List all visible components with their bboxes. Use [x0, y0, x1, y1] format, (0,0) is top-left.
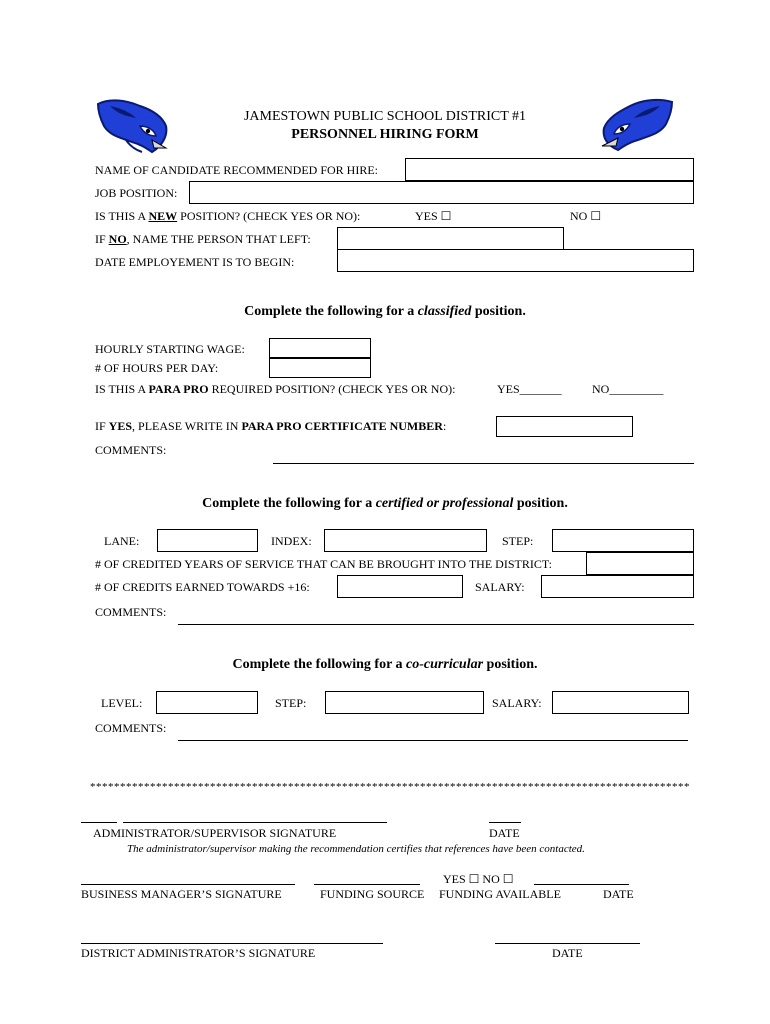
district-date-line[interactable]: [495, 943, 640, 944]
separator-stars: ****************************************************************************************************: [90, 781, 690, 793]
new-position-no-checkbox[interactable]: NO ☐: [570, 209, 602, 223]
admin-certification-note: The administrator/supervisor making the recommendation certifies that references have been contacted.: [127, 843, 585, 855]
business-date-label: DATE: [603, 887, 634, 901]
form-title: PERSONNEL HIRING FORM: [291, 127, 479, 142]
hourly-wage-field[interactable]: [269, 338, 371, 358]
index-field[interactable]: [324, 529, 487, 552]
cocurricular-salary-field[interactable]: [552, 691, 689, 714]
if-no-label: IF NO, NAME THE PERSON THAT LEFT:: [95, 232, 311, 246]
certified-salary-field[interactable]: [541, 575, 694, 598]
admin-signature-line-a[interactable]: [81, 822, 117, 823]
business-manager-label: BUSINESS MANAGER’S SIGNATURE: [81, 887, 282, 901]
new-position-question: IS THIS A NEW POSITION? (CHECK YES OR NO):: [95, 209, 361, 223]
credits-earned-label: # OF CREDITS EARNED TOWARDS +16:: [95, 580, 310, 594]
certified-heading: Complete the following for a certified or professional position.: [202, 496, 568, 511]
credited-years-label: # OF CREDITED YEARS OF SERVICE THAT CAN BE BROUGHT INTO THE DISTRICT:: [95, 557, 552, 571]
new-position-yes-checkbox[interactable]: YES ☐: [415, 209, 452, 223]
previous-person-field[interactable]: [337, 227, 564, 250]
admin-signature-line[interactable]: [123, 822, 387, 823]
index-label: INDEX:: [271, 534, 312, 548]
classified-heading: Complete the following for a classified position.: [244, 304, 526, 319]
start-date-field[interactable]: [337, 249, 694, 272]
para-pro-no-field[interactable]: NO_________: [592, 382, 664, 396]
certified-comments-label: COMMENTS:: [95, 605, 167, 619]
para-pro-yes-field[interactable]: YES_______: [497, 382, 562, 396]
blue-jay-logo-left: [96, 96, 170, 154]
level-label: LEVEL:: [101, 696, 143, 710]
funding-source-label: FUNDING SOURCE: [320, 887, 425, 901]
funding-source-line[interactable]: [314, 884, 420, 885]
cocurricular-heading: Complete the following for a co-curricular position.: [232, 657, 538, 672]
district-admin-label: DISTRICT ADMINISTRATOR’S SIGNATURE: [81, 946, 316, 960]
level-field[interactable]: [156, 691, 258, 714]
admin-date-line[interactable]: [489, 822, 521, 823]
cocurricular-comments-line[interactable]: [178, 740, 688, 741]
credits-earned-field[interactable]: [337, 575, 463, 598]
hours-per-day-label: # OF HOURS PER DAY:: [95, 361, 219, 375]
cocurricular-step-field[interactable]: [325, 691, 484, 714]
district-date-label: DATE: [552, 946, 583, 960]
admin-signature-label: ADMINISTRATOR/SUPERVISOR SIGNATURE: [93, 826, 337, 840]
candidate-name-field[interactable]: [405, 158, 694, 181]
lane-label: LANE:: [104, 534, 140, 548]
candidate-label: NAME OF CANDIDATE RECOMMENDED FOR HIRE:: [95, 163, 379, 177]
lane-field[interactable]: [157, 529, 258, 552]
business-date-line[interactable]: [534, 884, 629, 885]
district-signature-line[interactable]: [81, 943, 383, 944]
para-pro-cert-label: IF YES, PLEASE WRITE IN PARA PRO CERTIFICATE NUMBER:: [95, 419, 447, 433]
certified-step-field[interactable]: [552, 529, 694, 552]
para-pro-question: IS THIS A PARA PRO REQUIRED POSITION? (CHECK YES OR NO):: [95, 382, 456, 396]
funding-available-label: FUNDING AVAILABLE: [439, 887, 561, 901]
cocurricular-salary-label: SALARY:: [492, 696, 542, 710]
cocurricular-step-label: STEP:: [275, 696, 307, 710]
certified-comments-line[interactable]: [178, 624, 694, 625]
business-signature-line[interactable]: [81, 884, 295, 885]
admin-date-label: DATE: [489, 826, 520, 840]
hours-per-day-field[interactable]: [269, 358, 371, 378]
job-position-label: JOB POSITION:: [95, 186, 178, 200]
certified-step-label: STEP:: [502, 534, 534, 548]
hourly-wage-label: HOURLY STARTING WAGE:: [95, 342, 245, 356]
para-pro-cert-field[interactable]: [496, 416, 633, 437]
credited-years-field[interactable]: [586, 552, 694, 575]
funding-available-checkboxes[interactable]: YES ☐ NO ☐: [443, 872, 514, 886]
district-name: JAMESTOWN PUBLIC SCHOOL DISTRICT #1: [243, 109, 527, 124]
start-date-label: DATE EMPLOYEMENT IS TO BEGIN:: [95, 255, 295, 269]
classified-comments-label: COMMENTS:: [95, 443, 167, 457]
job-position-field[interactable]: [189, 181, 694, 204]
classified-comments-line[interactable]: [273, 463, 694, 464]
blue-jay-logo-right: [598, 96, 674, 152]
certified-salary-label: SALARY:: [475, 580, 525, 594]
cocurricular-comments-label: COMMENTS:: [95, 721, 167, 735]
